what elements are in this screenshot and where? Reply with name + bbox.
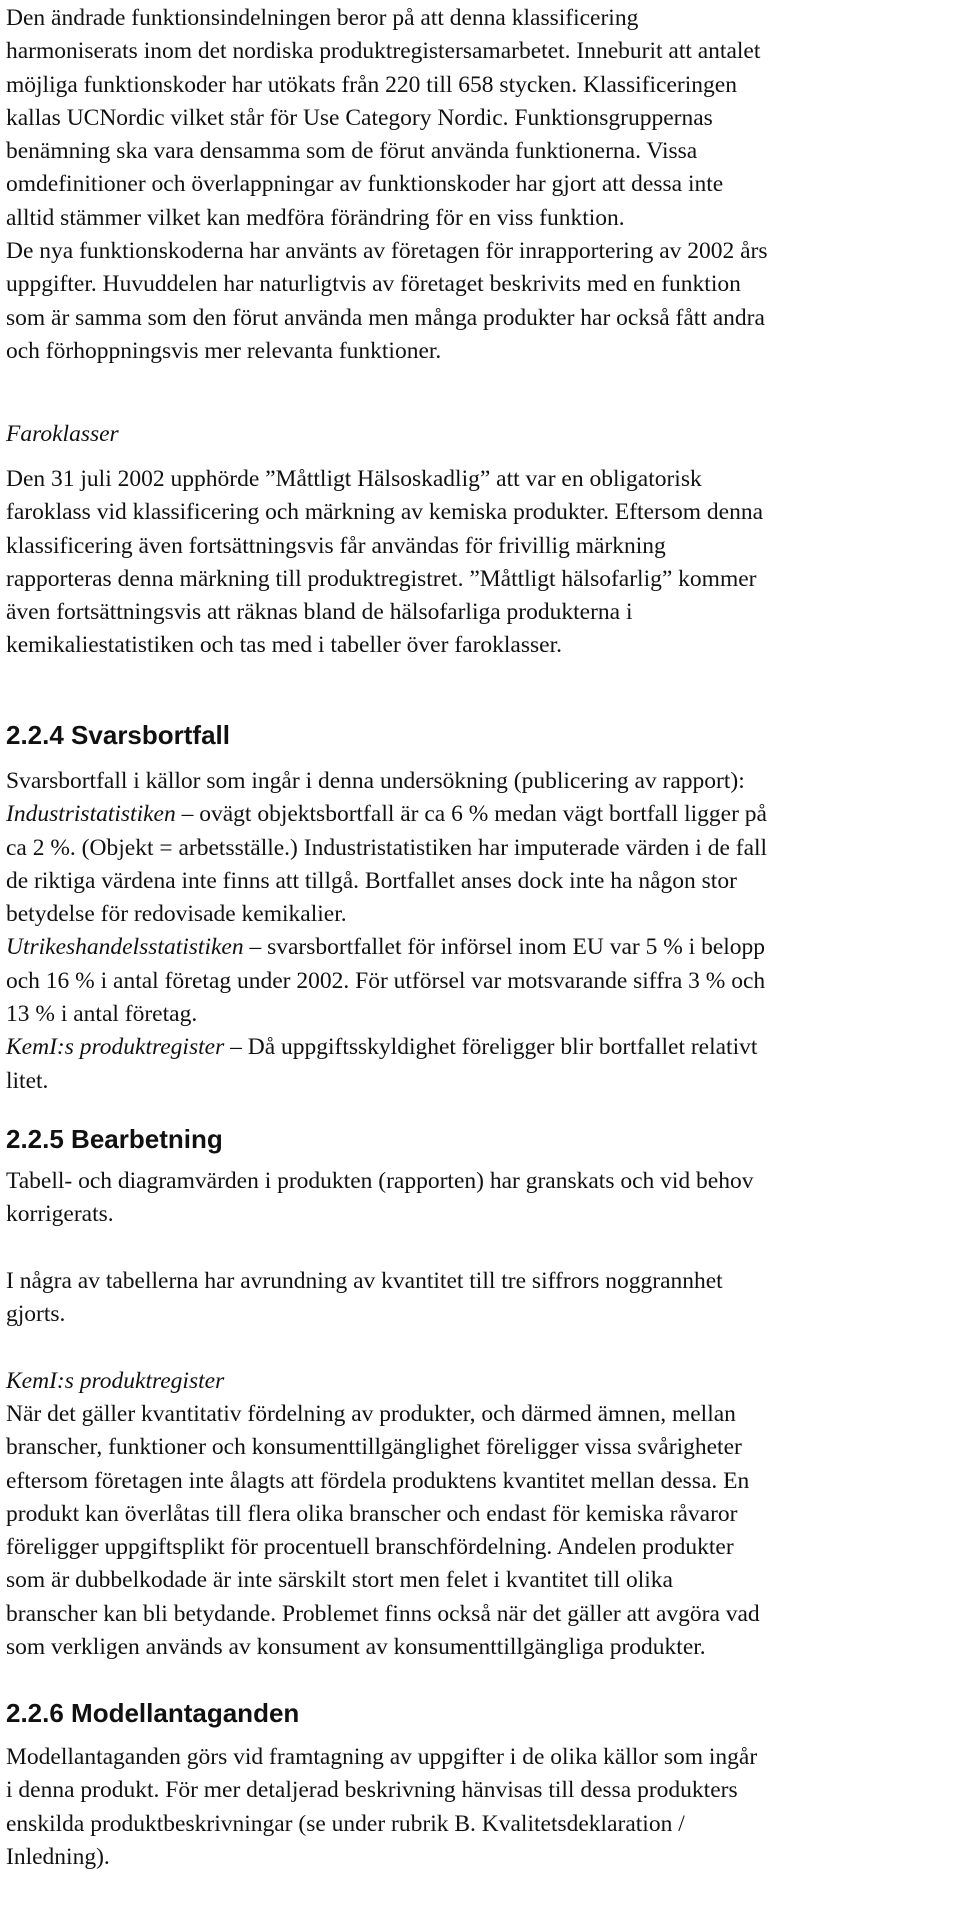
source-label-industristatistiken: Industristatistiken [6, 801, 176, 828]
text-run: – svarsbortfallet för införsel inom EU var 5 % i belopp [243, 934, 766, 961]
text-line: kemikaliestatistiken och tas med i tabeller över faroklasser. [6, 632, 562, 659]
bearbetning-paragraph-2 [6, 1265, 723, 1332]
text-line: kallas UCNordic vilket står för Use Category Nordic. Funktionsgruppernas [6, 104, 713, 131]
text-line: och 16 % i antal företag under 2002. För utförsel var motsvarande siffra 3 % och [6, 967, 766, 994]
text-line: Tabell- och diagramvärden i produkten (rapporten) har granskats och vid behov [6, 1168, 754, 1194]
text-line: 13 % i antal företag. [6, 1001, 198, 1028]
text-line: uppgifter. Huvuddelen har naturligtvis av företaget beskrivits med en funktion [6, 271, 741, 298]
text-line: som verkligen används av konsument av konsumenttillgängliga produkter. [6, 1634, 706, 1661]
intro-paragraph [6, 2, 768, 368]
text-line: betydelse för redovisade kemikalier. [6, 901, 347, 928]
source-label-kemi-produktregister: KemI:s produktregister [6, 1034, 225, 1061]
text-line: alltid stämmer vilket kan medföra förändring för en viss funktion. [6, 204, 625, 231]
svarsbortfall-paragraph [6, 765, 767, 1098]
text-line: enskilda produktbeskrivningar (se under rubrik B. Kvalitetsdeklaration / [6, 1810, 685, 1837]
section-heading-modellantaganden: 2.2.6 Modellantaganden [6, 1698, 300, 1728]
text-line: branscher, funktioner och konsumenttillgänglighet föreligger vissa svårigheter [6, 1434, 742, 1461]
text-line [6, 1031, 767, 1064]
text-line: harmoniserats inom det nordiska produktregistersamarbetet. Inneburit att antalet [6, 38, 761, 65]
text-line: som är dubbelkodade är inte särskilt stort men felet i kvantitet till olika [6, 1567, 673, 1594]
kemi-produktregister-subheading: KemI:s produktregister [6, 1368, 225, 1394]
faroklasser-subheading: Faroklasser [6, 421, 119, 447]
text-line: eftersom företagen inte ålagts att fördela produktens kvantitet mellan dessa. En [6, 1467, 750, 1494]
text-line: klassificering även fortsättningsvis får användas för frivillig märkning [6, 532, 666, 559]
modellantaganden-paragraph [6, 1741, 757, 1874]
text-line: Svarsbortfall i källor som ingår i denna undersökning (publicering av rapport): [6, 768, 745, 794]
text-line: rapporteras denna märkning till produktregistret. ”Måttligt hälsofarlig” kommer [6, 565, 757, 592]
text-line: omdefinitioner och överlappningar av funktionskoder har gjort att dessa inte [6, 171, 724, 198]
text-run: – ovägt objektsbortfall är ca 6 % medan vägt bortfall ligger på [175, 801, 767, 828]
text-line: ca 2 %. (Objekt = arbetsställe.) Industristatistiken har imputerade värden i de fall [6, 834, 768, 861]
text-line: Den ändrade funktionsindelningen beror på att denna klassificering [6, 5, 639, 31]
text-line: De nya funktionskoderna har använts av företagen för inrapportering av 2002 års [6, 238, 768, 265]
text-line: I några av tabellerna har avrundning av kvantitet till tre siffrors noggrannhet [6, 1268, 723, 1294]
bearbetning-paragraph-1 [6, 1165, 753, 1232]
text-line: korrigerats. [6, 1201, 114, 1228]
text-line: föreligger uppgiftsplikt för procentuell branschfördelning. Andelen produkter [6, 1534, 734, 1561]
text-line: litet. [6, 1067, 49, 1094]
text-line [6, 931, 767, 964]
text-line: faroklass vid klassificering och märkning av kemiska produkter. Eftersom denna [6, 499, 764, 526]
text-line: När det gäller kvantitativ fördelning av produkter, och därmed ämnen, mellan [6, 1401, 736, 1427]
text-line: Modellantaganden görs vid framtagning av uppgifter i de olika källor som ingår [6, 1744, 758, 1770]
text-line: möjliga funktionskoder har utökats från 220 till 658 stycken. Klassificeringen [6, 71, 737, 98]
text-line: branscher kan bli betydande. Problemet finns också när det gäller att avgöra vad [6, 1600, 760, 1627]
text-line [6, 798, 767, 831]
faroklasser-paragraph [6, 463, 763, 663]
section-heading-svarsbortfall: 2.2.4 Svarsbortfall [6, 720, 230, 750]
section-heading-bearbetning: 2.2.5 Bearbetning [6, 1124, 223, 1154]
text-line: de riktiga värdena inte finns att tillgå. Bortfallet anses dock inte ha någon stor [6, 867, 737, 894]
text-line: och förhoppningsvis mer relevanta funktioner. [6, 337, 442, 364]
text-line: som är samma som den förut använda men många produkter har också fått andra [6, 304, 765, 331]
kemi-produktregister-paragraph [6, 1398, 760, 1664]
text-line: produkt kan överlåtas till flera olika branscher och endast för kemiska råvaror [6, 1500, 738, 1527]
text-line: även fortsättningsvis att räknas bland de hälsofarliga produkterna i [6, 599, 633, 626]
source-label-utrikeshandelsstatistiken: Utrikeshandelsstatistiken [6, 934, 244, 961]
text-line: Den 31 juli 2002 upphörde ”Måttligt Hälsoskadlig” att var en obligatorisk [6, 466, 702, 492]
text-line: benämning ska vara densamma som de förut använda funktionerna. Vissa [6, 138, 698, 165]
text-run: – Då uppgiftsskyldighet föreligger blir bortfallet relativt [224, 1034, 758, 1061]
text-line: i denna produkt. För mer detaljerad beskrivning hänvisas till dessa produkters [6, 1777, 738, 1804]
text-line: gjorts. [6, 1301, 66, 1328]
text-line: Inledning). [6, 1843, 110, 1870]
